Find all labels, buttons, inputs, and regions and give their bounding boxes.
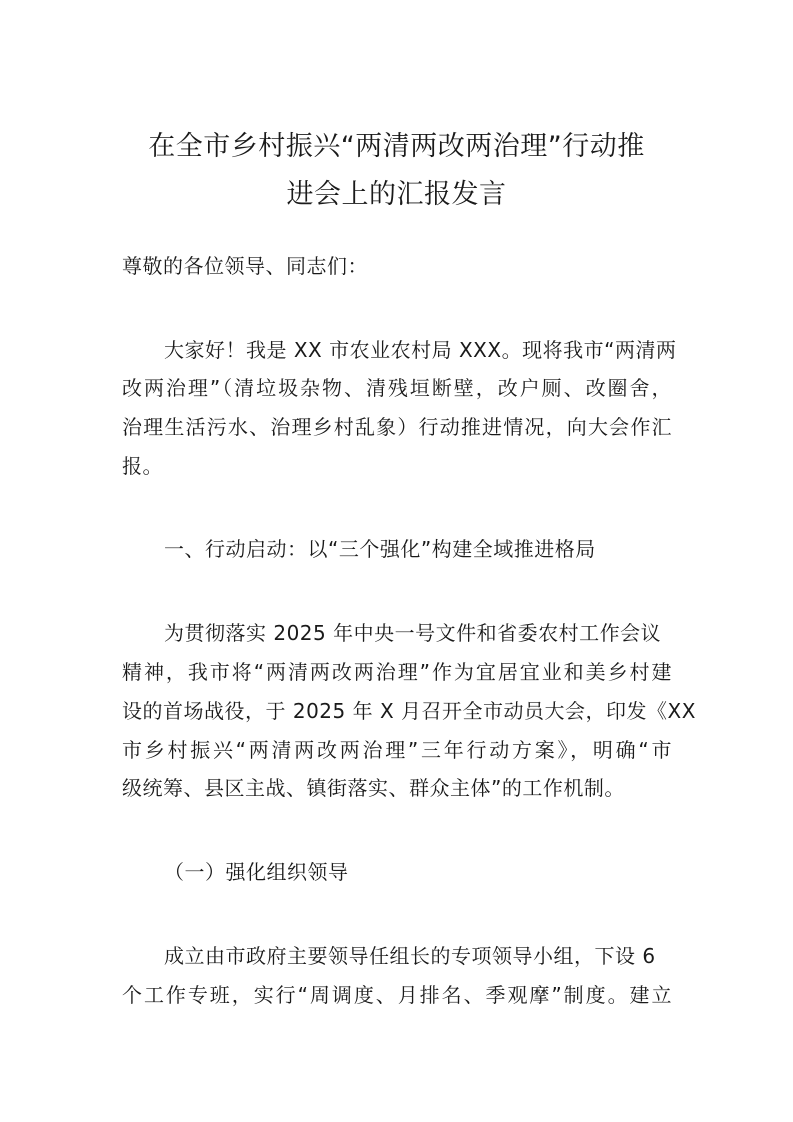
subsection-1-line-1: 成立由市政府主要领导任组长的专项领导小组，下设 6 <box>164 944 656 968</box>
document-title-line-1: 在全市乡村振兴“两清两改两治理”行动推 <box>148 131 645 162</box>
intro-line-2: 改两治理”（清垃圾杂物、清残垣断壁，改户厕、改圈舍， <box>122 376 672 400</box>
section-1-line-2: 精神，我市将“两清两改两治理”作为宜居宜业和美乡村建 <box>122 660 672 684</box>
intro-line-1: 大家好！我是 XX 市农业农村局 XXX。现将我市“两清两 <box>164 338 677 362</box>
subsection-1-line-2: 个工作专班，实行“周调度、月排名、季观摩”制度。建立 <box>122 983 672 1007</box>
section-1-line-4: 市乡村振兴“两清两改两治理”三年行动方案》，明确“市 <box>122 738 672 762</box>
document-title-line-2: 进会上的汇报发言 <box>286 179 507 210</box>
subsection-1-heading: （一）强化组织领导 <box>164 860 349 884</box>
intro-line-4: 报。 <box>122 454 163 478</box>
section-1-line-3: 设的首场战役，于 2025 年 X 月召开全市动员大会，印发《XX <box>122 699 696 723</box>
section-1-line-5: 级统筹、县区主战、镇街落实、群众主体”的工作机制。 <box>122 776 625 800</box>
section-1-line-1: 为贯彻落实 2025 年中央一号文件和省委农村工作会议 <box>164 621 662 645</box>
section-1-heading: 一、行动启动：以“三个强化”构建全域推进格局 <box>164 537 596 561</box>
salutation: 尊敬的各位领导、同志们： <box>122 254 368 278</box>
intro-line-3: 治理生活污水、治理乡村乱象）行动推进情况，向大会作汇 <box>122 415 672 439</box>
